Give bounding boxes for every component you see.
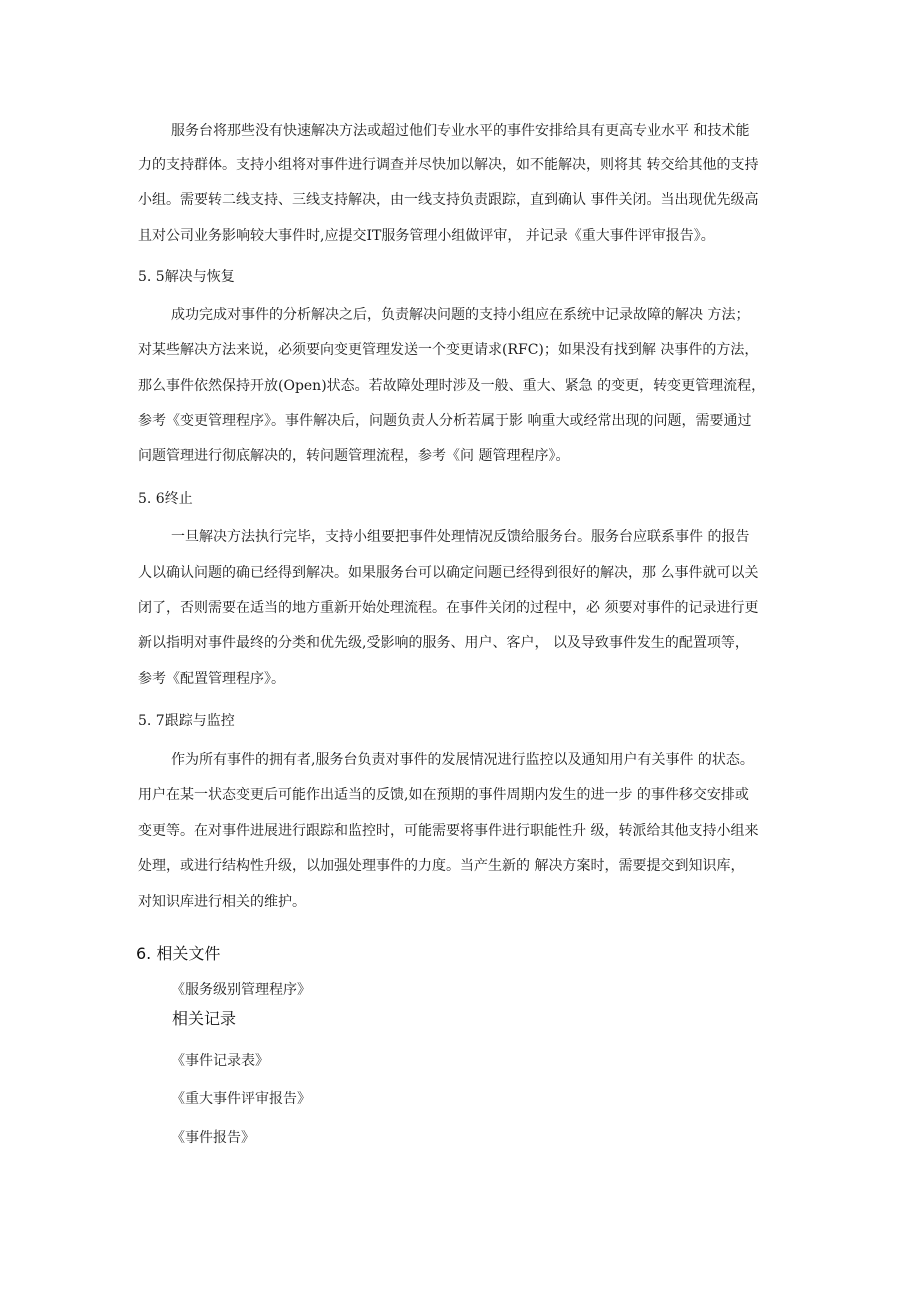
paragraph-line: 闭了，否则需要在适当的地方重新开始处理流程。在事件关闭的过程中，必 须要对事件的记录进行更 — [138, 600, 759, 616]
paragraph-line: 作为所有事件的拥有者,服务台负责对事件的发展情况进行监控以及通知用户有关事件 的状态。 — [171, 752, 754, 768]
related-record: 《重大事件评审报告》 — [171, 1091, 311, 1107]
paragraph-line: 对某些解决方法来说，必须要向变更管理发送一个变更请求(RFC)；如果没有找到解 决事件的方法， — [138, 342, 759, 358]
section-heading-5-6: 5. 6终止 — [138, 491, 193, 507]
paragraph-line: 且对公司业务影响较大事件时,应提交IT服务管理小组做评审， 并记录《重大事件评审报告》。 — [138, 228, 715, 244]
paragraph-line: 参考《变更管理程序》。事件解决后，问题负责人分析若属于影 响重大或经常出现的问题，需要通过 — [138, 413, 752, 429]
paragraph-line: 服务台将那些没有快速解决方法或超过他们专业水平的事件安排给具有更高专业水平 和技术能 — [171, 123, 750, 139]
paragraph-line: 用户在某一状态变更后可能作出适当的反馈,如在预期的事件周期内发生的进一步 的事件移交安排或 — [138, 787, 749, 803]
paragraph-line: 成功完成对事件的分析解决之后，负责解决问题的支持小组应在系统中记录故障的解决 方法； — [171, 307, 750, 323]
paragraph-line: 人以确认问题的确已经得到解决。如果服务台可以确定问题已经得到很好的解决，那 么事件就可以关 — [138, 565, 759, 581]
section-title-related-documents: 6. 相关文件 — [136, 944, 221, 963]
paragraph-line: 力的支持群体。支持小组将对事件进行调查并尽快加以解决，如不能解决，则将其 转交给其他的支持 — [138, 157, 759, 173]
section-heading-5-7: 5. 7跟踪与监控 — [138, 713, 235, 729]
paragraph-line: 变更等。在对事件进展进行跟踪和监控时，可能需要将事件进行职能性升 级，转派给其他支持小组来 — [138, 823, 759, 839]
paragraph-line: 新以指明对事件最终的分类和优先级,受影响的服务、用户、客户， 以及导致事件发生的配置项等， — [138, 635, 749, 651]
paragraph-line: 小组。需要转二线支持、三线支持解决，由一线支持负责跟踪，直到确认 事件关闭。当出现优先级高 — [138, 192, 759, 208]
section-heading-5-5: 5. 5解决与恢复 — [138, 269, 235, 285]
related-document: 《服务级别管理程序》 — [171, 982, 311, 998]
related-record: 《事件记录表》 — [171, 1053, 269, 1069]
paragraph-line: 那么事件依然保持开放(Open)状态。若故障处理时涉及一般、重大、紧急 的变更，转变更管理流程， — [138, 378, 766, 394]
paragraph-line: 一旦解决方法执行完毕，支持小组要把事件处理情况反馈给服务台。服务台应联系事件 的报告 — [171, 529, 750, 545]
paragraph-line: 处理，或进行结构性升级，以加强处理事件的力度。当产生新的 解决方案时，需要提交到知识库， — [138, 858, 745, 874]
paragraph-line: 对知识库进行相关的维护。 — [138, 894, 306, 910]
paragraph-line: 问题管理进行彻底解决的，转问题管理流程，参考《问 题管理程序》。 — [138, 448, 570, 464]
related-record: 《事件报告》 — [171, 1130, 255, 1146]
related-records-title: 相关记录 — [172, 1009, 237, 1028]
paragraph-line: 参考《配置管理程序》。 — [138, 671, 285, 687]
